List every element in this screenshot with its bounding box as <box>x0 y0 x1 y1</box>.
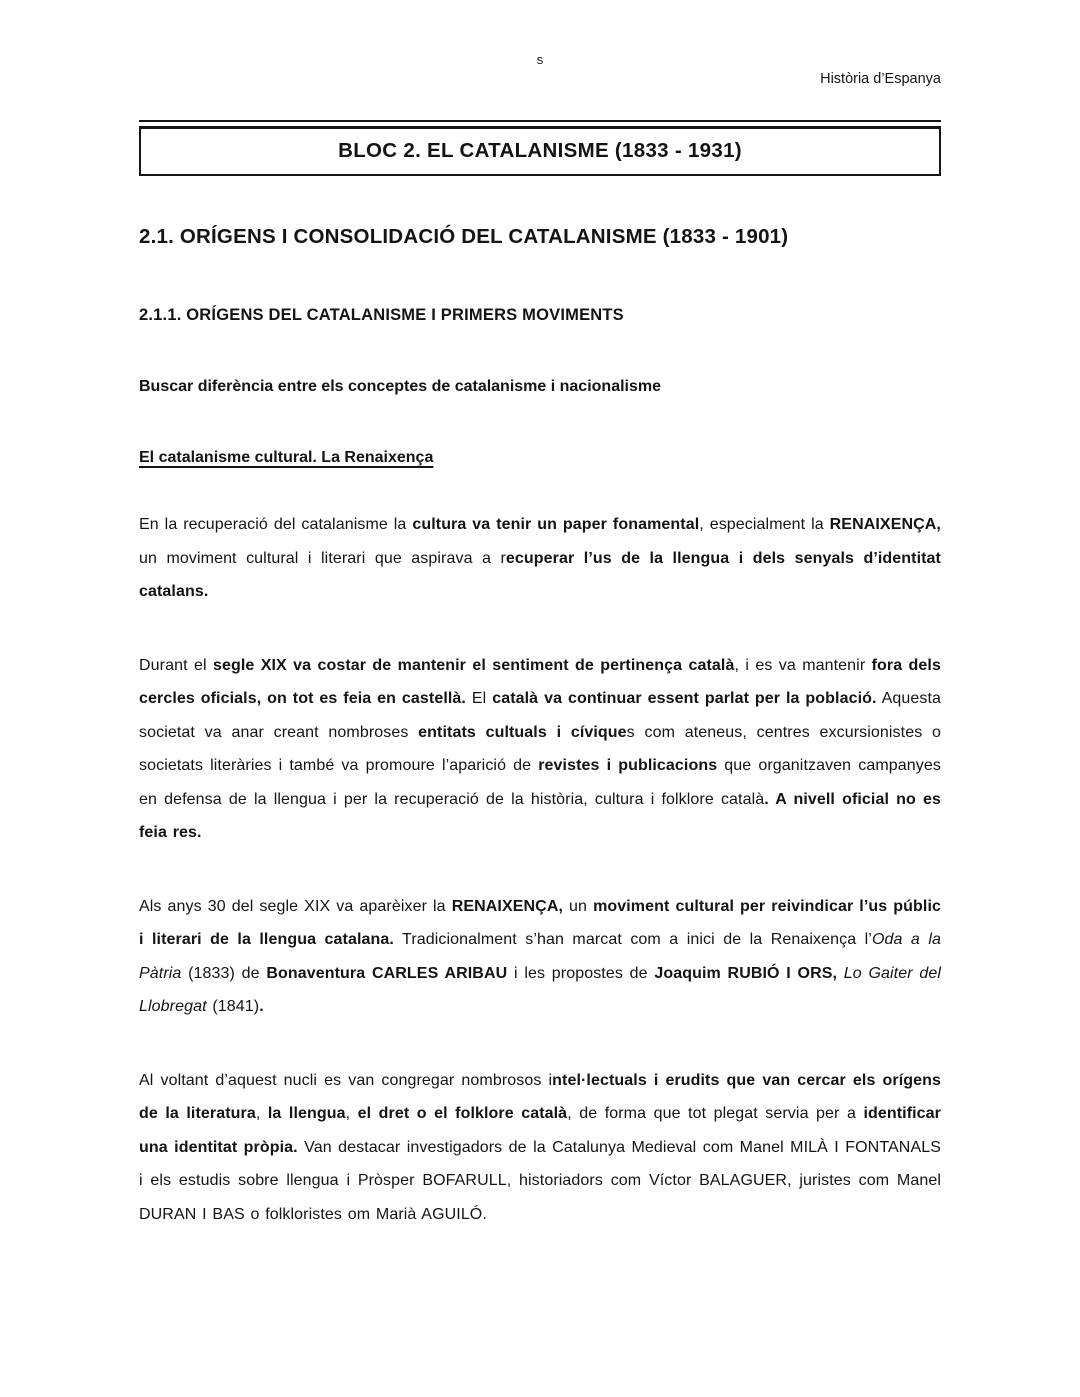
text-run: , <box>255 1105 268 1122</box>
text-run: RENAIXENÇA, <box>829 516 941 533</box>
text-run: cultura va tenir un paper fonamental <box>412 516 700 533</box>
text-run: entitats cultuals i cívique <box>418 723 627 741</box>
text-run: Van destacar investigadors de la Catalunya Medieval com Manel MILÀ I FONTANALS i els estudis sobre llengua i Pròsper BOFARULL, historiadors com Víctor BALAGUER, juristes com Manel DURAN I BAS o folkloristes om Marià AGUILÓ. <box>139 1138 941 1223</box>
text-run: i les propostes de <box>507 964 655 982</box>
text-run: moviment cultural per reivindicar l’us públic i literari de la llengua catalana. <box>139 897 941 948</box>
paragraph-segle-xix <box>139 649 941 850</box>
text-run: català va continuar essent parlat per la població. <box>492 690 877 707</box>
text-run: Tradicionalment s’han marcat com a inici de la Renaixença l’ <box>393 931 872 948</box>
text-run: Joaquim RUBIÓ I ORS, <box>654 964 838 982</box>
text-run: un <box>563 897 594 915</box>
header-mark: s <box>536 52 544 67</box>
text-run: segle XIX va costar de mantenir el sentiment de pertinença català <box>212 656 735 674</box>
text-run: s com ateneus, centres excursionistes o societats literàries i també va promoure l’aparició de <box>139 723 942 774</box>
header-course-label: Història d’Espanya <box>820 71 941 87</box>
text-run: Oda a la Pàtria <box>139 931 942 982</box>
paragraph-anys-30 <box>139 890 941 1024</box>
page-header <box>139 52 941 88</box>
text-run: ecuperar l’us de la llengua i dels senyals d’identitat catalans. <box>139 549 941 600</box>
block-title: BLOC 2. EL CATALANISME (1833 - 1931) <box>338 139 742 162</box>
text-run: identificar una identitat pròpia. <box>139 1105 941 1156</box>
text-run: En la recuperació del catalanisme la <box>139 516 413 533</box>
block-title-box <box>139 120 941 176</box>
section-heading: 2.1. ORÍGENS I CONSOLIDACIÓ DEL CATALANISME (1833 - 1901) <box>139 225 789 248</box>
text-run: Durant el <box>139 656 213 674</box>
text-run: un moviment cultural i literari que aspirava a r <box>139 549 506 567</box>
text-run: Al voltant d’aquest nucli es van congregar nombrosos i <box>139 1071 553 1089</box>
text-run: Als anys 30 del segle XIX va aparèixer la <box>139 897 452 915</box>
text-run: RENAIXENÇA, <box>451 897 564 915</box>
text-run: , de forma que tot plegat servia per a <box>567 1105 864 1122</box>
text-run: Lo Gaiter del Llobregat <box>139 964 941 1015</box>
text-run: , i es va mantenir <box>734 656 872 674</box>
text-run: El <box>465 690 493 707</box>
paragraph-intellectuals <box>139 1064 941 1232</box>
text-run: (1841) <box>206 998 260 1015</box>
text-run: la llengua <box>267 1105 346 1122</box>
text-run <box>837 965 844 982</box>
text-run: el dret o el folklore català <box>357 1105 568 1122</box>
text-run: , <box>345 1105 358 1122</box>
text-run: Aquesta societat va anar creant nombroses <box>139 690 941 741</box>
task-note: Buscar diferència entre els conceptes de catalanisme i nacionalisme <box>139 378 662 395</box>
block-title-box-inner <box>139 126 941 176</box>
text-run: Bonaventura CARLES ARIBAU <box>266 964 508 982</box>
paragraph-renaixenca-intro <box>139 508 941 609</box>
subsection-heading: 2.1.1. ORÍGENS DEL CATALANISME I PRIMERS MOVIMENTS <box>139 306 624 324</box>
text-run: . <box>259 998 264 1015</box>
text-run: que organitzaven campanyes en defensa de la llengua i per la recuperació de la història, cultura i folklore català <box>139 757 941 808</box>
text-run: . A nivell oficial no es feia res. <box>139 790 941 841</box>
text-run: fora dels cercles oficials, on tot es feia en castellà. <box>139 656 941 707</box>
text-run: , especialment la <box>699 516 830 533</box>
text-run: (1833) de <box>181 964 267 982</box>
text-run: ntel·lectuals i erudits que van cercar els orígens de la literatura <box>139 1071 941 1122</box>
text-run: revistes i publicacions <box>538 757 718 774</box>
topic-heading: El catalanisme cultural. La Renaixença <box>139 449 434 466</box>
